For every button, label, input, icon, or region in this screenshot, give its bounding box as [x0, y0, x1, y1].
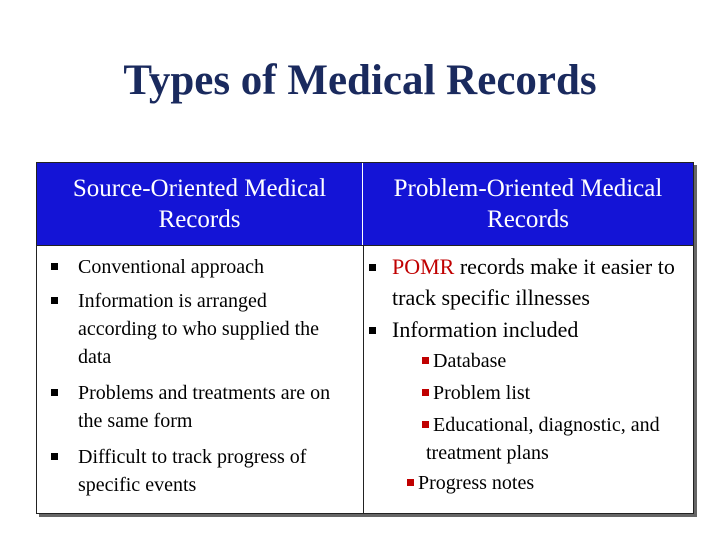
sub-list-item: Educational, diagnostic, and: [422, 410, 660, 440]
header-divider: [37, 245, 693, 246]
comparison-table: [36, 162, 694, 514]
square-bullet-icon: [51, 263, 58, 270]
square-bullet-icon: [422, 357, 429, 364]
sub-list-item: Database: [422, 346, 506, 376]
square-bullet-icon: [369, 264, 376, 271]
square-bullet-icon: [51, 297, 58, 304]
square-bullet-icon: [422, 421, 429, 428]
problem-oriented-header: Problem-Oriented Medical Records: [363, 163, 693, 245]
list-item: Problems and treatments are on the same form: [51, 379, 340, 435]
list-item: Conventional approach: [51, 253, 340, 281]
square-bullet-icon: [51, 453, 58, 460]
list-item: Information is arranged according to who supplied the data: [51, 287, 340, 371]
list-item: POMR records make it easier to track specific illnesses: [369, 251, 692, 313]
column-divider: [363, 245, 364, 513]
list-item: Information included: [369, 314, 692, 345]
source-oriented-header: Source-Oriented Medical Records: [37, 163, 363, 245]
square-bullet-icon: [369, 327, 376, 334]
square-bullet-icon: [51, 389, 58, 396]
square-bullet-icon: [422, 389, 429, 396]
list-item: Difficult to track progress of specific events: [51, 443, 340, 499]
sub-list-item-continuation: treatment plans: [426, 442, 549, 464]
sub-list-item: Problem list: [422, 378, 530, 408]
square-bullet-icon: [407, 479, 414, 486]
page-title: Types of Medical Records: [123, 57, 597, 104]
pomr-highlight: POMR: [392, 254, 455, 279]
sub-list-item: Progress notes: [407, 468, 534, 498]
